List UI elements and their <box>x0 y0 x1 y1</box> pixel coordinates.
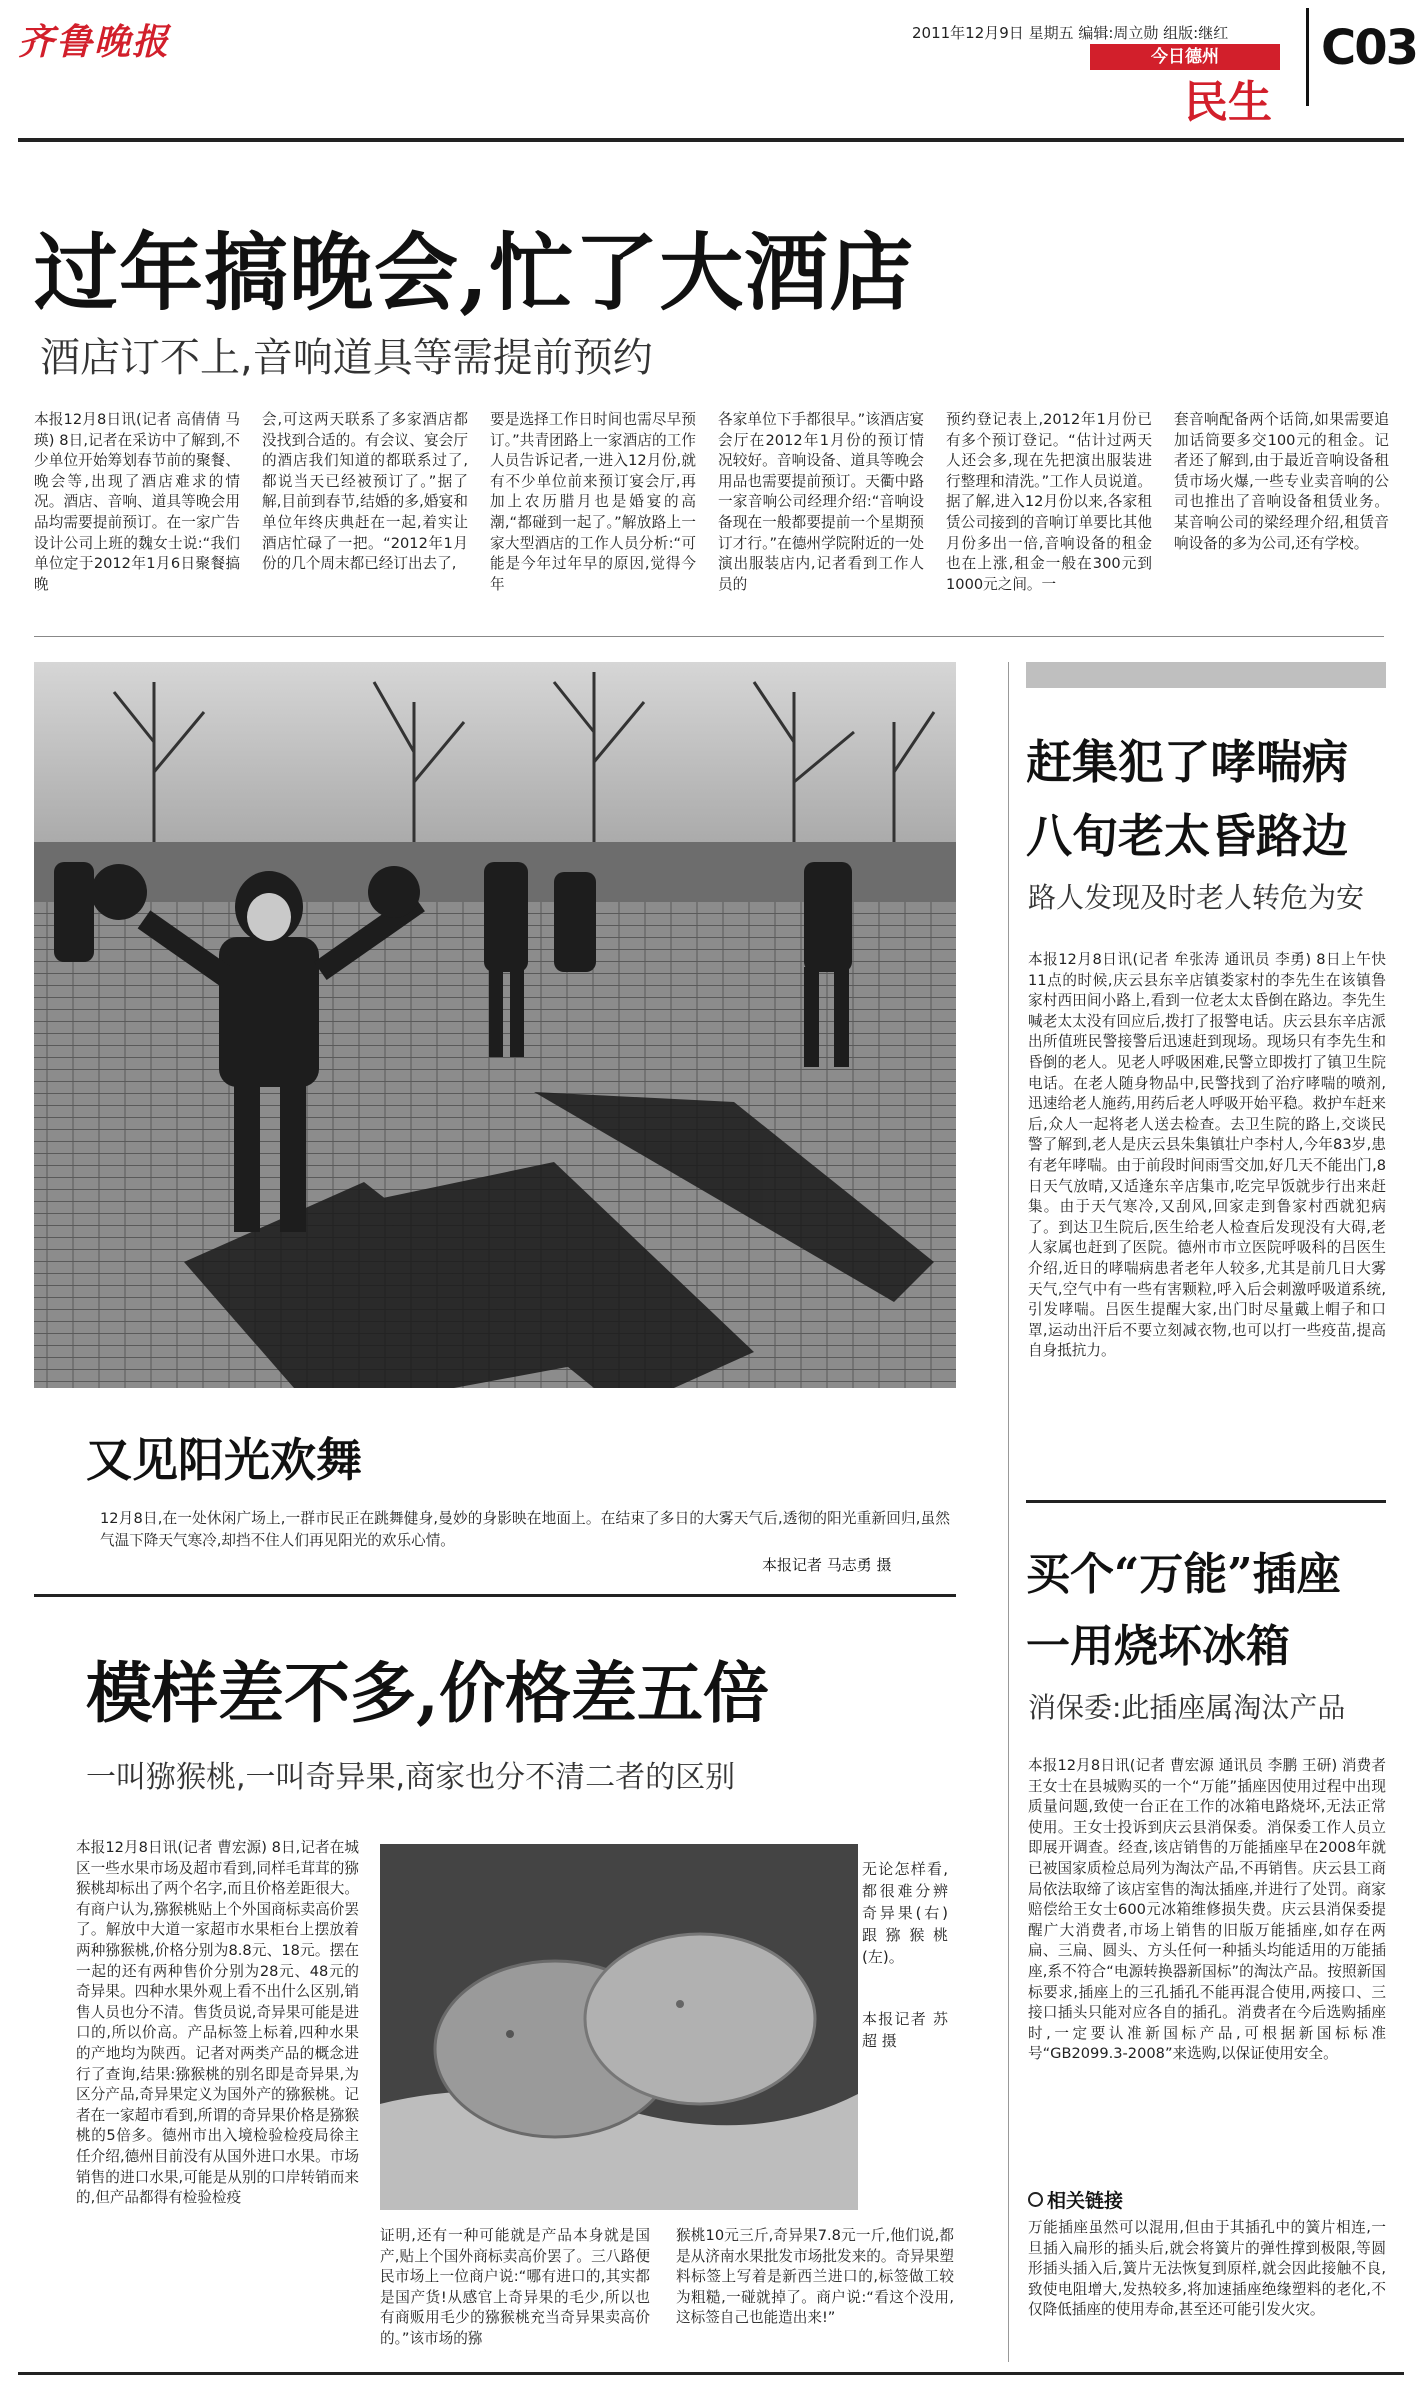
link-icon <box>1028 2192 1043 2207</box>
lead-column-6: 套音响配备两个话筒,如果需要追加话筒要多交100元的租金。记者还了解到,由于最近音响设备租赁市场火爆,一些专业卖音响的公司也推出了音响设备租赁业务。某音响公司的梁经理介绍,租赁音响设备的多为公司,还有学校。 <box>1174 411 1389 552</box>
date-line: 2011年12月9日 星期五 编辑:周立勋 组版:继红 <box>912 24 1229 42</box>
lead-bottom-rule <box>34 636 1384 637</box>
section-title: 民生 <box>1184 77 1272 128</box>
lead-column-2: 会,可这两天联系了多家酒店都没找到合适的。有会议、宴会厅的酒店我们知道的都联系过了,都说当天已经被预订了。”据了解,目前到春节,结婚的多,婚宴和单位年终庆典赶在一起,着实让酒店忙碌了一把。“2012年1月份的几个周末都已经订出去了, <box>262 411 468 573</box>
lead-column-4: 各家单位下手都很早。”该酒店宴会厅在2012年1月份的预订情况较好。音响设备、道具等晚会用品也需要提前预订。天衢中路一家音响公司经理介绍:“音响设备现在一般都要提前一个星期预订才行。”在德州学院附近的一处演出服装店内,记者看到工作人员的 <box>718 411 924 593</box>
lead-subheadline: 酒店订不上,音响道具等需提前预约 <box>40 335 653 381</box>
photo-feature-caption: 12月8日,在一处休闲广场上,一群市民正在跳舞健身,曼妙的身影映在地面上。在结束了多日的大雾天气后,透彻的阳光重新回归,虽然气温下降天气寒冷,却挡不住人们再见阳光的欢乐心情。 <box>100 1510 950 1549</box>
related-link-header <box>1028 2186 1123 2213</box>
asthma-headline-line1: 赶集犯了哮喘病 <box>1026 735 1348 789</box>
asthma-bottom-rule <box>1026 1500 1386 1503</box>
lead-column-5: 预约登记表上,2012年1月份已有多个预订登记。“估计过两天人还会多,现在先把演出服装进行整理和清洗。”工作人员说道。据了解,进入12月份以来,各家租赁公司接到的音响订单要比其他月份多出一倍,音响设备的租金也在上涨,租金一般在300元到1000元之间。一 <box>946 411 1152 593</box>
asthma-body: 本报12月8日讯(记者 牟张涛 通讯员 李勇) 8日上午快11点的时候,庆云县东辛店镇娄家村的李先生在该镇鲁家村西田间小路上,看到一位老太太昏倒在路边。李先生喊老太太没有回应后,拨打了报警电话。庆云县东辛店派出所值班民警接警后迅速赶到现场。现场只有李先生和昏倒的老人。见老人呼吸困难,民警立即拨打了镇卫生院电话。在老人随身物品中,民警找到了治疗哮喘的喷剂,迅速给老人施药,用药后老人呼吸开始平稳。救护车赶来后,众人一起将老人送去检查。去卫生院的路上,交谈民警了解到,老人是庆云县朱集镇壮户李村人,今年83岁,患有老年哮喘。由于前段时间雨雪交加,好几天不能出门,8日天气放晴,又适逢东辛店集市,吃完早饭就步行出来赶集。由于天气寒冷,又刮风,回家走到鲁家村西就犯病了。到达卫生院后,医生给老人检查后发现没有大碍,老人家属也赶到了医院。德州市市立医院呼吸科的吕医生介绍,近日的哮喘病患者老年人较多,尤其是前几日大雾天气,空气中有一些有害颗粒,呼入后会刺激呼吸道系统,引发哮喘。吕医生提醒大家,出门时尽量戴上帽子和口罩,运动出汗后不要立刻减衣物,也可以打一些疫苗,提高自身抵抗力。 <box>1028 951 1386 1360</box>
page-bottom-rule <box>18 2372 1404 2375</box>
photo-feature-credit: 本报记者 马志勇 摄 <box>762 1556 892 1574</box>
kiwi-body-mid: 证明,还有一种可能就是产品本身就是国产,贴上个国外商标卖高价罢了。三八路便民市场上一位商户说:“哪有进口的,其实都是国产货!从感官上奇异果的毛少,所以也有商贩用毛少的猕猴桃充当奇异果卖高价的。”该市场的猕 <box>380 2227 650 2347</box>
lead-headline: 过年搞晚会,忙了大酒店 <box>34 223 915 322</box>
photo-feature-title: 又见阳光欢舞 <box>86 1433 362 1487</box>
column-divider <box>1008 662 1009 2362</box>
socket-headline-line2: 一用烧坏冰箱 <box>1026 1621 1290 1672</box>
dance-photo-art <box>34 662 956 1388</box>
dance-photo <box>34 662 956 1388</box>
paper-logo: 齐鲁晚报 <box>18 21 171 63</box>
kiwi-photo-art <box>380 1844 858 2210</box>
kiwi-photo <box>380 1844 858 2210</box>
kiwi-body-left: 本报12月8日讯(记者 曹宏源) 8日,记者在城区一些水果市场及超市看到,同样毛茸茸的猕猴桃却标出了两个名字,而且价格差距很大。有商户认为,猕猴桃贴上个外国商标卖高价罢了。解放中大道一家超市水果柜台上摆放着两种猕猴桃,价格分别为8.8元、18元。摆在一起的还有两种售价分别为28元、48元的奇异果。四种水果外观上看不出什么区别,销售人员也分不清。售货员说,奇异果可能是进口的,所以价高。产品标签上标着,四种水果的产地均为陕西。记者对两类产品的概念进行了查询,结果:猕猴桃的别名即是奇异果,为区分产品,奇异果定义为国外产的猕猴桃。记者在一家超市看到,所谓的奇异果价格是猕猴桃的5倍多。德州市出入境检验检疫局徐主任介绍,德州目前没有从国外进口水果。市场销售的进口水果,可能是从别的口岸转销而来的,但产品都得有检验检疫 <box>76 1839 359 2207</box>
page-number: C03 <box>1321 20 1417 76</box>
section-tag: 今日德州 <box>1090 44 1280 70</box>
kiwi-headline: 模样差不多,价格差五倍 <box>86 1654 769 1732</box>
related-link-body: 万能插座虽然可以混用,但由于其插孔中的簧片相连,一旦插入扁形的插头后,就会将簧片的弹性撑到极限,等圆形插头插入后,簧片无法恢复到原样,就会因此接触不良,致使电阻增大,发热较多,将加速插座绝缘塑料的老化,不仅降低插座的使用寿命,甚至还可能引发火灾。 <box>1028 2219 1386 2319</box>
kiwi-body-right: 猴桃10元三斤,奇异果7.8元一斤,他们说,都是从济南水果批发市场批发来的。奇异果塑料标签上写着是新西兰进口的,标签做工较为粗糙,一碰就掉了。商户说:“看这个没用,这标签自己也能造出来!” <box>676 2227 954 2327</box>
page-number-badge <box>1306 8 1417 106</box>
asthma-headline-line2: 八旬老太昏路边 <box>1026 809 1348 863</box>
related-link-label: 相关链接 <box>1047 2190 1124 2212</box>
asthma-subheadline: 路人发现及时老人转危为安 <box>1028 881 1365 914</box>
masthead-rule <box>18 138 1404 142</box>
lead-column-3: 要是选择工作日时间也需尽早预订。”共青团路上一家酒店的工作人员告诉记者,一进入12月份,就有不少单位前来预订宴会厅,再加上农历腊月也是婚宴的高潮,“都碰到一起了。”解放路上一家大型酒店的工作人员分析:“可能是今年过年早的原因,觉得今年 <box>490 411 696 593</box>
kiwi-subheadline: 一叫猕猴桃,一叫奇异果,商家也分不清二者的区别 <box>86 1760 736 1795</box>
socket-headline-line1: 买个“万能”插座 <box>1026 1549 1341 1600</box>
asthma-header-bar <box>1026 662 1386 688</box>
socket-subheadline: 消保委:此插座属淘汰产品 <box>1028 1691 1346 1724</box>
kiwi-photo-credit: 本报记者 苏超 摄 <box>862 2010 948 2050</box>
kiwi-photo-caption: 无论怎样看,都很难分辨奇异果(右)跟猕猴桃(左)。 <box>862 1860 948 1966</box>
lead-column-1: 本报12月8日讯(记者 高倩倩 马瑛) 8日,记者在采访中了解到,不少单位开始筹划春节前的聚餐、晚会等,出现了酒店难求的情况。酒店、音响、道具等晚会用品均需要提前预订。在一家广告设计公司上班的魏女士说:“我们单位定于2012年1月6日聚餐搞晚 <box>34 411 240 593</box>
socket-body: 本报12月8日讯(记者 曹宏源 通讯员 李鹏 王研) 消费者王女士在县城购买的一个“万能”插座因使用过程中出现质量问题,致使一台正在工作的冰箱电路烧坏,无法正常使用。王女士投诉到庆云县消保委。消保委工作人员立即展开调查。经查,该店销售的万能插座早在2008年就已被国家质检总局列为淘汰产品,不再销售。庆云县工商局依法取缔了该店室售的淘汰插座,并进行了处罚。商家赔偿给王女士600元冰箱维修损失费。庆云县消保委提醒广大消费者,市场上销售的旧版万能插座,如存在两扁、三扁、圆头、方头任何一种插头均能适用的万能插座,系不符合“电源转换器新国标”的淘汰产品。按照新国标要求,插座上的三孔插孔不能再混合使用,两接口、三接口插头只能对应各自的插孔。消费者在今后选购插座时,一定要认准新国标产品,可根据新国标标准号“GB2099.3-2008”来选购,以保证使用安全。 <box>1028 1757 1386 2063</box>
photo-feature-bottom-rule <box>34 1594 956 1597</box>
